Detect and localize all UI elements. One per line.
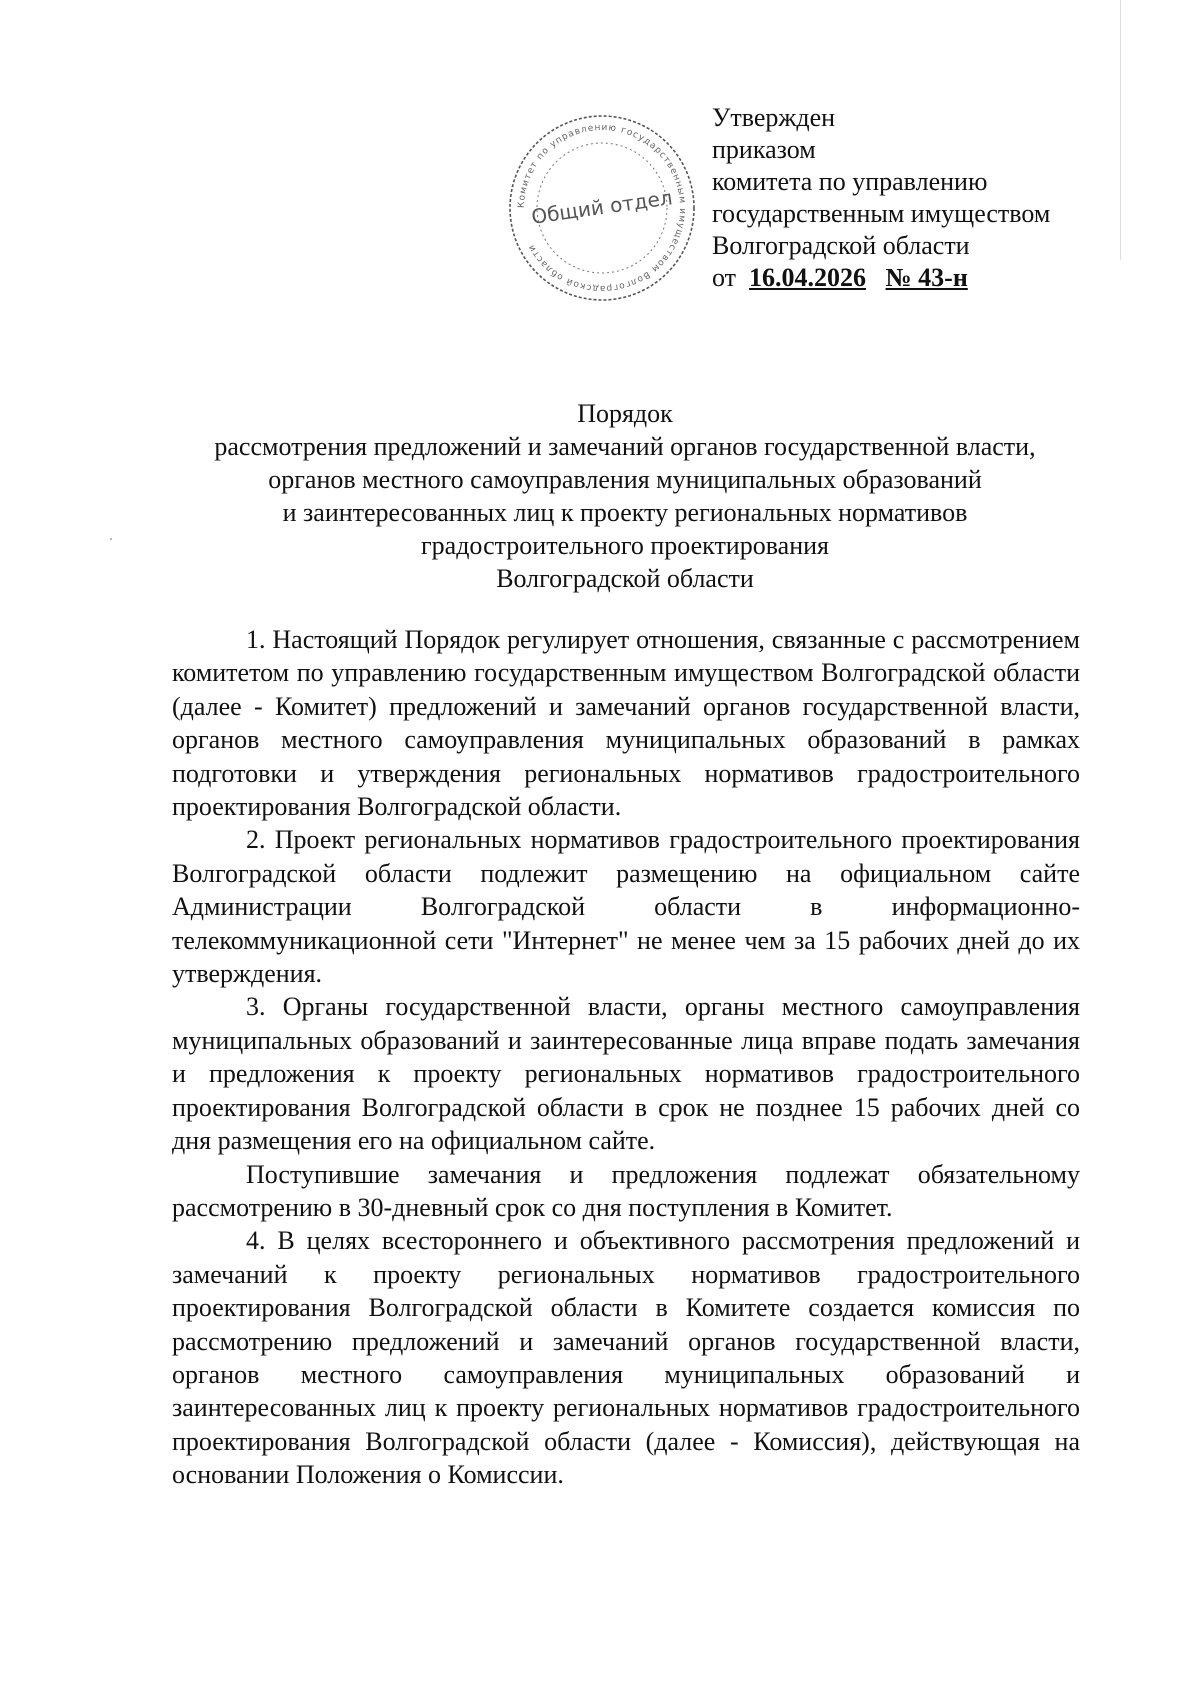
title-line: и заинтересованных лиц к проекту региональных нормативов bbox=[282, 498, 968, 527]
approval-date: 16.04.2026 bbox=[749, 263, 867, 292]
approval-line: Волгоградской области bbox=[712, 231, 970, 260]
title-line: Волгоградской области bbox=[496, 564, 754, 593]
paragraph-3-continuation: Поступившие замечания и предложения подлежат обязательному рассмотрению в 30-дневный срок со дня поступления в Комитет. bbox=[172, 1159, 1080, 1222]
paragraph-1: 1. Настоящий Порядок регулирует отношения, связанные с рассмотрением комитетом по управлению государственным имуществом Волгоградской области (далее - Комитет) предложений и замечаний органов государственной власти, органов местного самоуправления муниципальных образований в рамках подготовки и утверждения региональных нормативов градостроительного проектирования Волгоградской области. bbox=[172, 625, 1080, 822]
title-line: рассмотрения предложений и замечаний органов государственной власти, bbox=[214, 432, 1036, 461]
scan-edge-mark bbox=[1120, 0, 1121, 260]
paragraph-2: 2. Проект региональных нормативов градостроительного проектирования Волгоградской области подлежит размещению на официальном сайте Администрации Волгоградской области в информационно-телекоммуникационной сети "Интернет" не менее чем за 15 рабочих дней до их утверждения. bbox=[172, 825, 1080, 989]
stamp-seal-icon bbox=[502, 108, 702, 308]
approval-line: Утвержден bbox=[712, 103, 836, 132]
approval-line: государственным имуществом bbox=[712, 199, 1051, 228]
document-body bbox=[172, 623, 1080, 1492]
approval-block bbox=[712, 102, 1132, 294]
approval-line: приказом bbox=[712, 135, 816, 164]
stamp-ring-text: Комитет по управлению государственным имуществом Волгоградской области bbox=[516, 122, 688, 294]
paragraph-4: 4. В целях всестороннего и объективного рассмотрения предложений и замечаний к проекту региональных нормативов градостроительного проектирования Волгоградской области в Комитете создается комиссия по рассмотрению предложений и замечаний органов государственной власти, органов местного самоуправления муниципальных образований и заинтересованных лиц к проекту региональных нормативов градостроительного проектирования Волгоградской области (далее - Комиссия), действующая на основании Положения о Комиссии. bbox=[172, 1226, 1080, 1490]
stamp-center-text: Общий отдел bbox=[529, 185, 674, 229]
document-title bbox=[150, 397, 1100, 595]
order-number: № 43-н bbox=[885, 263, 968, 292]
date-prefix: от bbox=[712, 263, 737, 292]
scan-dot bbox=[110, 538, 112, 540]
title-line: градостроительного проектирования bbox=[421, 531, 829, 560]
title-line: Порядок bbox=[577, 399, 673, 428]
office-stamp bbox=[502, 108, 702, 308]
title-line: органов местного самоуправления муниципальных образований bbox=[268, 465, 982, 494]
approval-date-line bbox=[712, 262, 1132, 294]
approval-line: комитета по управлению bbox=[712, 167, 988, 196]
paragraph-3: 3. Органы государственной власти, органы местного самоуправления муниципальных образований и заинтересованные лица вправе подать замечания и предложения к проекту региональных нормативов градостроительного проектирования Волгоградской области в срок не позднее 15 рабочих дней со дня размещения его на официальном сайте. bbox=[172, 992, 1080, 1156]
